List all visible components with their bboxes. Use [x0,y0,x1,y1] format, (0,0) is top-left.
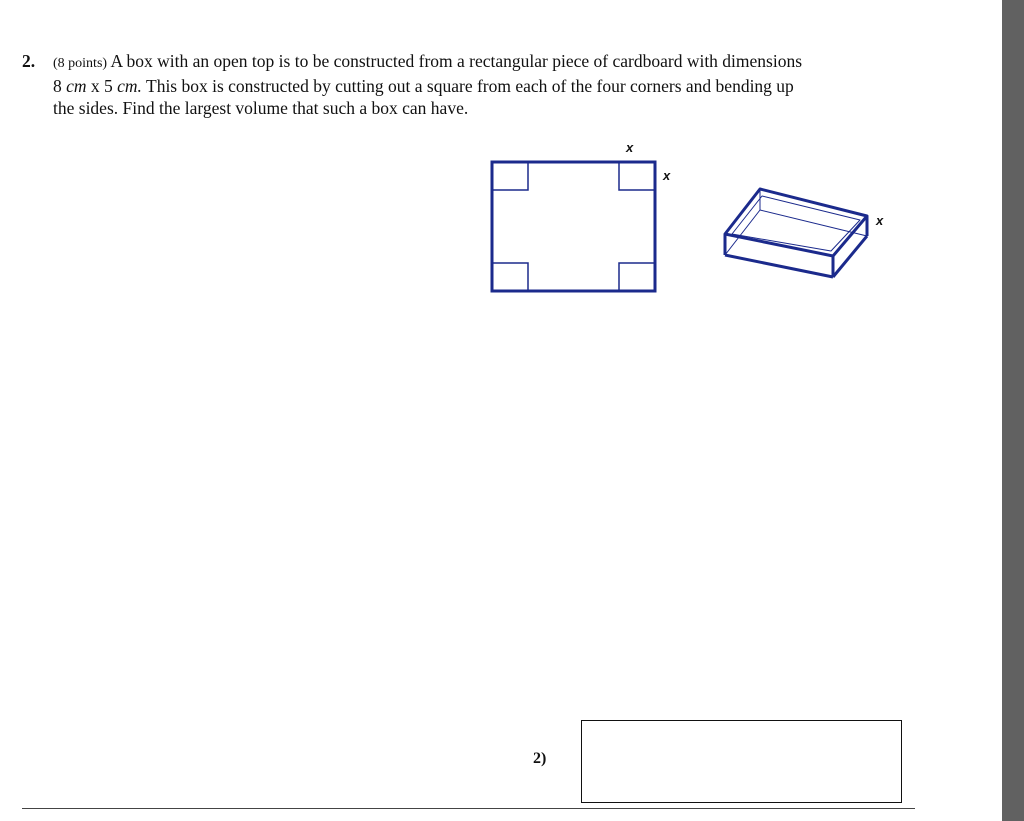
problem-points: (8 points) [53,56,108,71]
problem-line-3: the sides. Find the largest volume that such a box can have. [53,98,469,118]
box-bottom-right [833,236,867,277]
label-x-box: x [876,213,884,228]
answer-label: 2) [533,750,547,767]
corner-square-top-right [619,162,655,190]
corner-square-bottom-right [619,263,655,291]
box-diagram [480,138,900,308]
box-figure [480,138,900,308]
corner-square-bottom-left [492,263,528,291]
problem-statement [53,50,882,119]
open-box [725,189,867,277]
box-bottom-front [725,255,833,277]
problem-number: 2. [22,51,36,71]
corner-square-top-left [492,162,528,190]
problem-2 [22,50,882,119]
cardboard-sheet [492,162,655,291]
scrollbar[interactable] [1002,0,1024,821]
answer-box[interactable] [581,720,902,803]
sheet-outline [492,162,655,291]
label-x-side: x [663,168,671,183]
unit-a: cm [66,76,87,96]
box-top-rim [725,189,867,256]
bottom-divider [22,808,915,809]
label-x-top: x [626,140,634,155]
problem-line-1: A box with an open top is to be constructed from a rectangular piece of cardboard with dimensions [110,51,803,71]
box-inner-rim [732,196,860,251]
problem-line-2: This box is constructed by cutting out a square from each of the four corners and bending up [146,76,794,96]
unit-b: cm. [117,76,142,96]
times-sign: x [90,76,100,96]
dimension-a: 8 [53,76,62,96]
dimension-b: 5 [104,76,113,96]
